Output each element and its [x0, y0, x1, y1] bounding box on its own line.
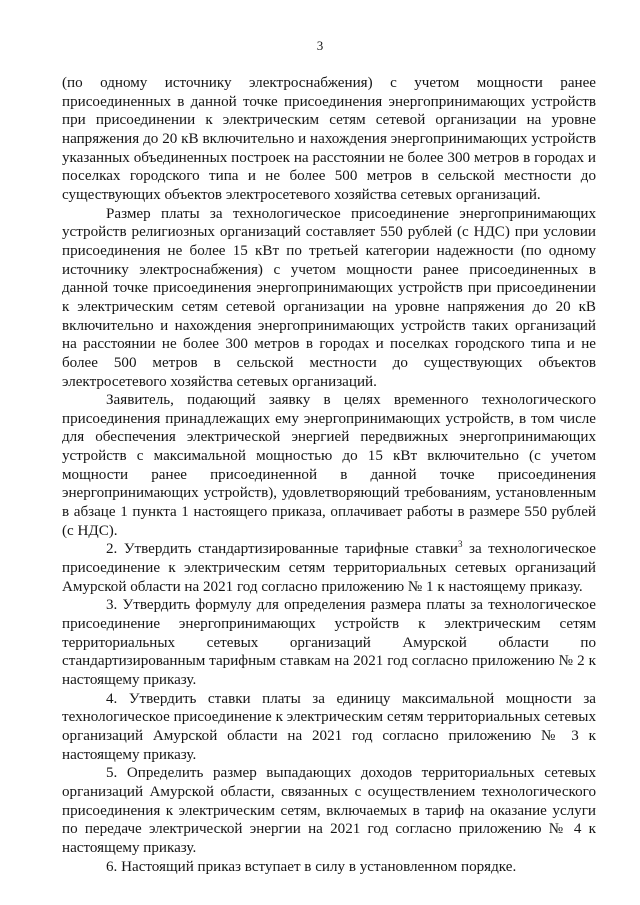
document-body: [62, 74, 596, 876]
page-number: 3: [316, 38, 324, 53]
paragraph-continued: (по одному источнику электроснабжения) с учетом мощности ранее присоединенных в данной точке присоединения энергопринимающих устройств при присоединении к электрическим сетям сетевой организации на уровне напряжения до 20 кВ включительно и нахождения энергопринимающих устройств указанных объединенных построек на расстоянии не более 300 метров в городах и поселках городского типа и не более 500 метров в сельской местности до существующих объектов электросетевого хозяйства сетевых организаций.: [62, 75, 596, 203]
paragraph-item-3: 3. Утвердить формулу для определения размера платы за технологическое присоединение энергопринимающих устройств к электрическим сетям территориальных сетевых организаций Амурской области по стандартизированным тарифным ставкам на 2021 год согласно приложению № 2 к настоящему приказу.: [62, 597, 596, 688]
item-2-text-start: 2. Утвердить стандартизированные тарифные ставки: [106, 541, 458, 558]
paragraph-temporary-connection: Заявитель, подающий заявку в целях временного технологического присоединения принадлежащих ему энергопринимающих устройств, в том числе для обеспечения электрической энергией передвижных энергопринимающих устройств с максимальной мощностью до 15 кВт включительно (с учетом мощности ранее присоединенной в данной точке присоединения энергопринимающих устройств), удовлетворяющий требованиям, установленным в абзаце 1 пункта 1 настоящего приказа, оплачивает работы в размере 550 рублей (с НДС).: [62, 392, 596, 539]
item-2-text-end: за технологическое присоединение к электрическим сетям территориальных сетевых организаций Амурской области на 2021 год согласно приложению № 1 к настоящему приказу.: [62, 541, 596, 595]
paragraph-item-6: 6. Настоящий приказ вступает в силу в установленном порядке.: [106, 858, 517, 875]
paragraph-religious-organizations-fee: Размер платы за технологическое присоединение энергопринимающих устройств религиозных организаций составляет 550 рублей (с НДС) при условии присоединения не более 15 кВт по третьей категории надежности (по одному источнику электроснабжения) с учетом мощности ранее присоединенных в данной точке присоединения энергопринимающих устройств при присоединении к электрическим сетям сетевой организации на уровне напряжения до 20 кВ включительно и нахождения энергопринимающих устройств таких организаций на расстоянии не более 300 метров в городах и поселках городского типа и не более 500 метров в сельской местности до существующих объектов электросетевого хозяйства сетевых организаций.: [62, 205, 596, 390]
paragraph-item-2: [62, 540, 596, 596]
paragraph-item-5: 5. Определить размер выпадающих доходов территориальных сетевых организаций Амурской области, связанных с осуществлением технологического присоединения к электрическим сетям, включаемых в тариф на оказание услуги по передаче электрической энергии на 2021 год согласно приложению № 4 к настоящему приказу.: [62, 765, 596, 856]
paragraph-item-4: 4. Утвердить ставки платы за единицу максимальной мощности за технологическое присоединение к электрическим сетям территориальных сетевых организаций Амурской области на 2021 год согласно приложению № 3 к настоящему приказу.: [62, 690, 596, 763]
footnote-marker: 3: [457, 539, 463, 550]
